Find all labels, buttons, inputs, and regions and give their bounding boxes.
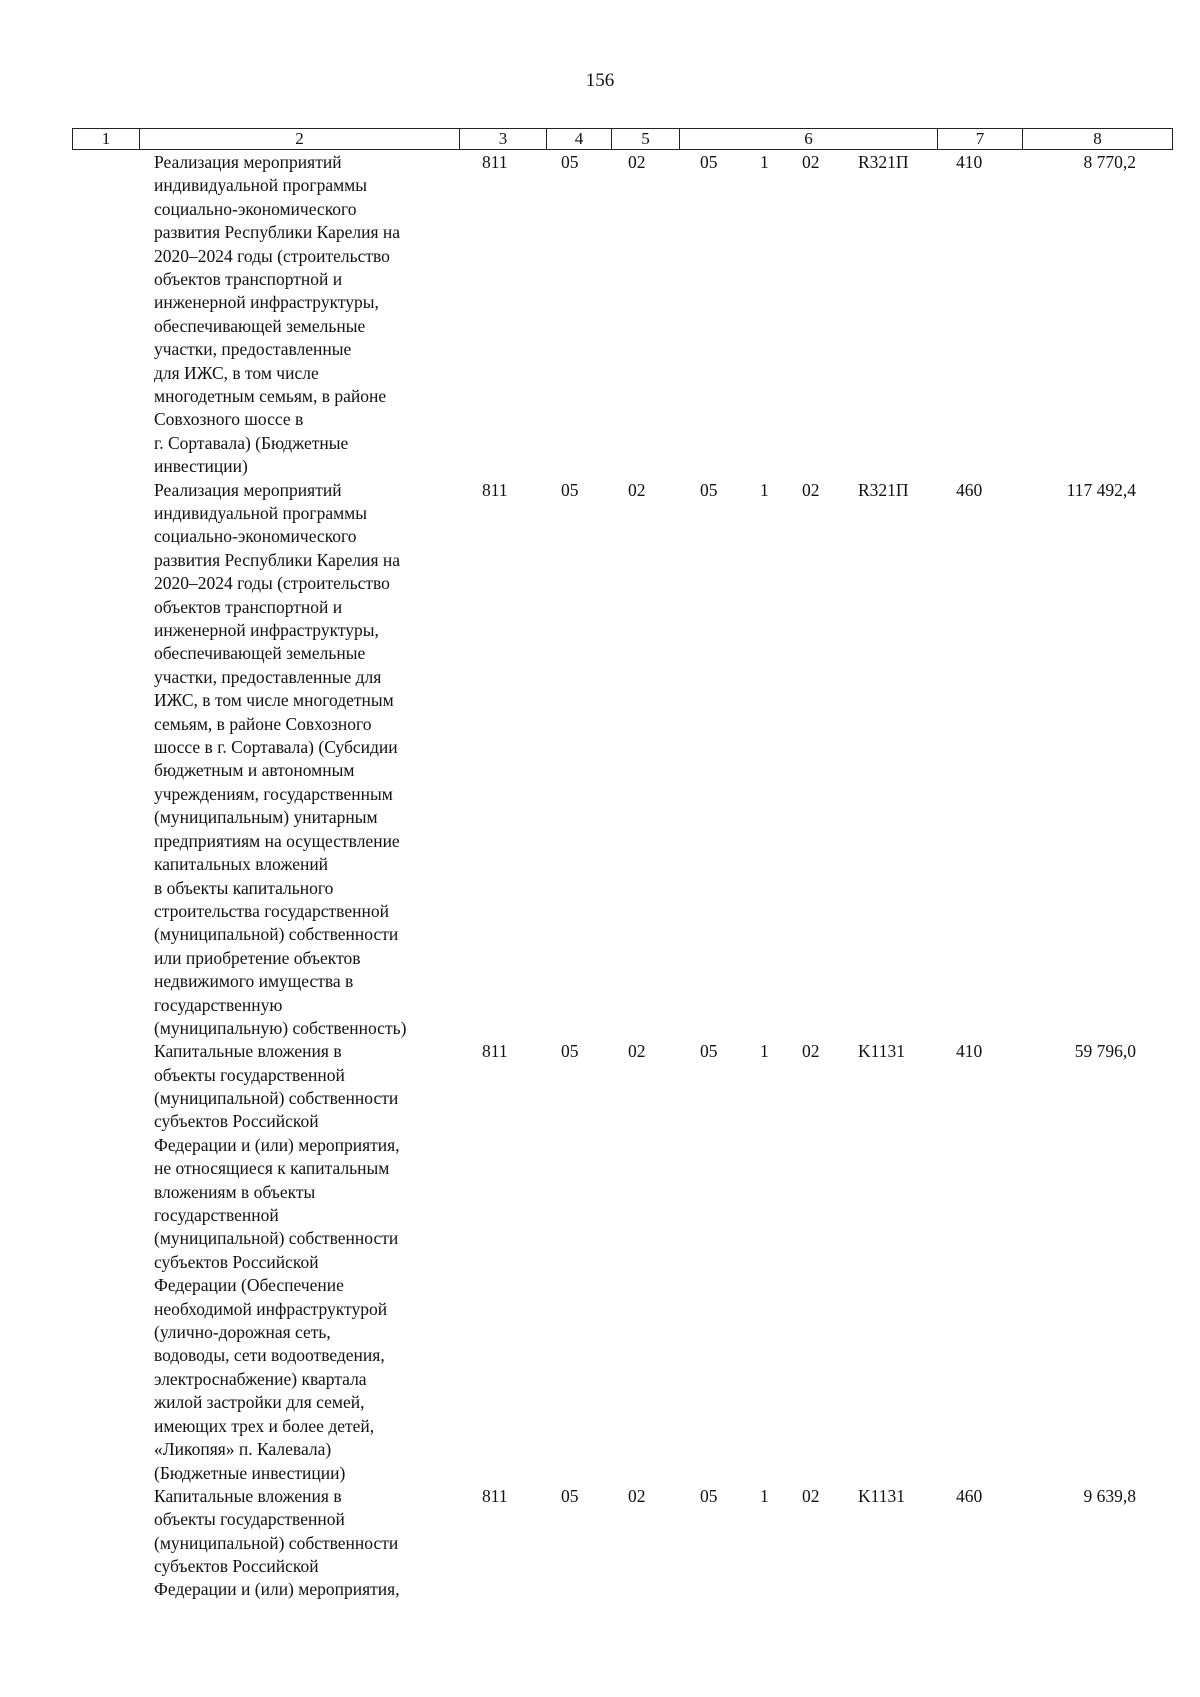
column-header-4: 4 <box>547 129 612 150</box>
description-line: обеспечивающей земельные <box>154 315 366 336</box>
description-line: участки, предоставленные для <box>154 666 382 687</box>
description-line: многодетным семьям, в районе <box>154 386 387 407</box>
row-description <box>154 1485 454 1602</box>
description-line: Федерации (Обеспечение <box>154 1275 344 1296</box>
description-line: (муниципальную) собственность) <box>154 1017 407 1038</box>
section-code: 05 <box>561 152 579 172</box>
description-line: «Ликопяя» п. Калевала) <box>154 1439 332 1460</box>
description-line: или приобретение объектов <box>154 947 361 968</box>
column-header-7: 7 <box>938 129 1023 150</box>
description-line: индивидуальной программы <box>154 503 368 523</box>
description-line: инвестиции) <box>154 456 248 477</box>
row-description <box>154 479 454 1041</box>
description-line: бюджетным и автономным <box>154 760 355 781</box>
subsection-code: 02 <box>628 1485 646 1506</box>
description-line: недвижимого имущества в <box>154 971 354 992</box>
description-line: объектов транспортной и <box>154 269 343 290</box>
description-line: шоссе в г. Сортавала) (Субсидии <box>154 737 398 758</box>
column-header-table <box>72 128 1173 150</box>
description-line: для ИЖС, в том числе <box>154 362 319 383</box>
description-line: Капитальные вложения в <box>154 1041 342 1062</box>
description-line: г. Сортавала) (Бюджетные <box>154 432 349 453</box>
target-article-program: 05 <box>700 1485 718 1506</box>
description-line: социально-экономического <box>154 198 357 219</box>
description-line: объекты государственной <box>154 1509 345 1530</box>
column-header-8: 8 <box>1023 129 1173 150</box>
description-line: (Бюджетные инвестиции) <box>154 1462 346 1483</box>
description-line: строительства государственной <box>154 900 389 921</box>
amount-value: 8 770,2 <box>1083 152 1136 172</box>
description-line: жилой застройки для семей, <box>154 1392 365 1413</box>
column-header-2: 2 <box>140 129 460 150</box>
target-article-program: 05 <box>700 152 718 172</box>
description-line: субъектов Российской <box>154 1251 319 1272</box>
description-line: социально-экономического <box>154 526 357 547</box>
target-article-event: 02 <box>802 1485 820 1506</box>
ministry-code: 811 <box>482 479 508 500</box>
target-article-event: 02 <box>802 1041 820 1062</box>
description-line: необходимой инфраструктурой <box>154 1298 388 1319</box>
expense-type-code: 460 <box>956 479 983 500</box>
description-line: (муниципальной) собственности <box>154 1088 399 1108</box>
ministry-code: 811 <box>482 1041 508 1062</box>
expense-type-code: 410 <box>956 1041 983 1062</box>
description-line: субъектов Российской <box>154 1111 319 1132</box>
section-code: 05 <box>561 1041 579 1062</box>
target-article-type: 1 <box>760 1485 769 1506</box>
ministry-code: 811 <box>482 1485 508 1506</box>
target-article-event: 02 <box>802 152 820 172</box>
description-line: электроснабжение) квартала <box>154 1368 367 1389</box>
description-line: субъектов Российской <box>154 1556 319 1577</box>
subsection-code: 02 <box>628 1041 646 1062</box>
target-article-program: 05 <box>700 479 718 500</box>
row-description <box>154 151 454 479</box>
description-line: государственной <box>154 1205 279 1226</box>
description-line: ИЖС, в том числе многодетным <box>154 690 394 711</box>
target-article-direction: K1131 <box>858 1041 905 1062</box>
column-header-row <box>73 129 1173 150</box>
target-article-direction: R321П <box>858 152 909 172</box>
description-line: государственную <box>154 994 283 1015</box>
subsection-code: 02 <box>628 479 646 500</box>
section-code: 05 <box>561 1485 579 1506</box>
subsection-code: 02 <box>628 152 646 172</box>
target-article-type: 1 <box>760 479 769 500</box>
target-article-type: 1 <box>760 152 769 172</box>
target-article-direction: K1131 <box>858 1485 905 1506</box>
description-line: Федерации и (или) мероприятия, <box>154 1579 400 1600</box>
page-number: 156 <box>585 70 615 91</box>
description-line: развития Республики Карелия на <box>154 549 401 570</box>
amount-value: 59 796,0 <box>1074 1041 1136 1062</box>
description-line: объектов транспортной и <box>154 596 343 617</box>
description-line: предприятиям на осуществление <box>154 830 400 851</box>
description-line: инженерной инфраструктуры, <box>154 292 379 313</box>
description-line: Капитальные вложения в <box>154 1485 342 1506</box>
target-article-program: 05 <box>700 1041 718 1062</box>
expense-type-code: 460 <box>956 1485 983 1506</box>
target-article-direction: R321П <box>858 479 909 500</box>
description-line: имеющих трех и более детей, <box>154 1415 375 1436</box>
description-line: водоводы, сети водоотведения, <box>154 1345 385 1366</box>
description-line: Реализация мероприятий <box>154 479 342 500</box>
description-line: Совхозного шоссе в <box>154 409 304 430</box>
description-line: учреждениям, государственным <box>154 783 393 804</box>
description-line: (муниципальной) собственности <box>154 1228 399 1249</box>
expense-type-code: 410 <box>956 152 983 172</box>
description-line: не относящиеся к капитальным <box>154 1158 390 1179</box>
description-line: инженерной инфраструктуры, <box>154 620 379 641</box>
target-article-event: 02 <box>802 479 820 500</box>
column-header-6: 6 <box>680 129 938 150</box>
column-header-5: 5 <box>612 129 680 150</box>
description-line: участки, предоставленные <box>154 339 352 360</box>
description-line: в объекты капитального <box>154 877 334 898</box>
description-line: (муниципальной) собственности <box>154 1532 399 1553</box>
ministry-code: 811 <box>482 152 508 172</box>
description-line: семьям, в районе Совхозного <box>154 713 372 734</box>
description-line: (муниципальным) унитарным <box>154 807 378 828</box>
amount-value: 9 639,8 <box>1083 1485 1136 1506</box>
description-line: (муниципальной) собственности <box>154 924 399 945</box>
description-line: индивидуальной программы <box>154 175 368 196</box>
description-line: 2020–2024 годы (строительство <box>154 573 390 594</box>
description-line: капитальных вложений <box>154 854 329 875</box>
description-line: 2020–2024 годы (строительство <box>154 245 390 266</box>
description-line: Реализация мероприятий <box>154 152 342 172</box>
description-line: развития Республики Карелия на <box>154 222 401 243</box>
column-header-1: 1 <box>73 129 140 150</box>
description-line: обеспечивающей земельные <box>154 643 366 664</box>
row-description <box>154 1040 454 1485</box>
section-code: 05 <box>561 479 579 500</box>
column-header-3: 3 <box>460 129 547 150</box>
description-line: вложениям в объекты <box>154 1181 316 1202</box>
description-line: (улично-дорожная сеть, <box>154 1322 331 1343</box>
description-line: Федерации и (или) мероприятия, <box>154 1134 400 1155</box>
description-line: объекты государственной <box>154 1064 345 1085</box>
amount-value: 117 492,4 <box>1066 479 1136 500</box>
target-article-type: 1 <box>760 1041 769 1062</box>
